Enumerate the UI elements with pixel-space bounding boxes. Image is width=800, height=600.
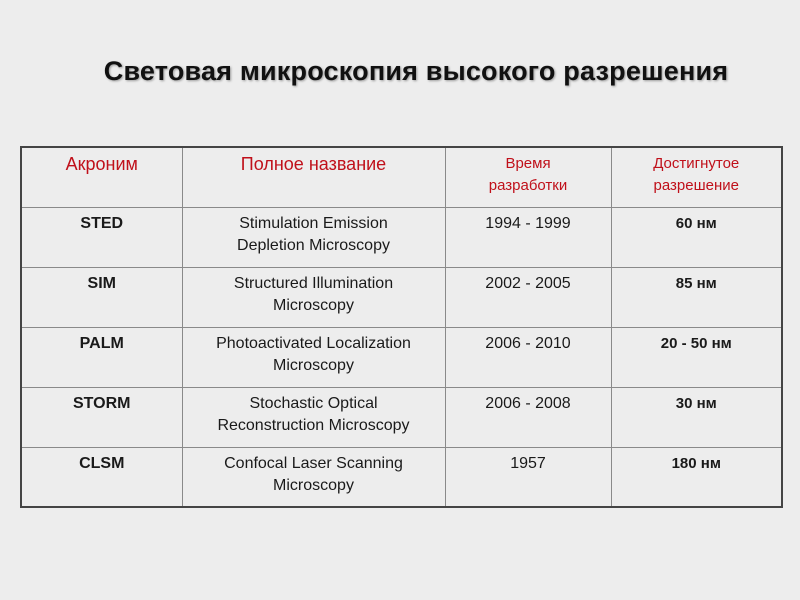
header-development-time (445, 147, 611, 207)
table-row (21, 327, 782, 387)
cell-resolution: 180 нм (611, 447, 782, 507)
cell-acronym: PALM (21, 327, 182, 387)
header-time-line2: разработки (488, 177, 568, 194)
cell-resolution: 60 нм (611, 207, 782, 267)
cell-full-name (182, 207, 445, 267)
table-row (21, 207, 782, 267)
cell-full-name (182, 267, 445, 327)
cell-acronym: STED (21, 207, 182, 267)
cell-full-name (182, 447, 445, 507)
name-line2: Microscopy (273, 476, 354, 494)
cell-full-name (182, 387, 445, 447)
name-line2: Reconstruction Microscopy (217, 416, 410, 434)
cell-years: 2006 - 2010 (445, 327, 611, 387)
cell-acronym: CLSM (21, 447, 182, 507)
header-full-name: Полное название (182, 147, 445, 207)
microscopy-table (20, 146, 783, 508)
name-line1: Photoactivated Localization (216, 334, 411, 352)
cell-resolution: 30 нм (611, 387, 782, 447)
cell-acronym: SIM (21, 267, 182, 327)
cell-years: 2006 - 2008 (445, 387, 611, 447)
name-line1: Stochastic Optical (249, 394, 378, 412)
cell-resolution: 85 нм (611, 267, 782, 327)
name-line2: Microscopy (273, 296, 354, 314)
header-resolution (611, 147, 782, 207)
cell-acronym: STORM (21, 387, 182, 447)
cell-years: 1994 - 1999 (445, 207, 611, 267)
cell-years: 1957 (445, 447, 611, 507)
header-resolution-line2: разрешение (653, 177, 739, 194)
table-row (21, 447, 782, 507)
table-header-row (21, 147, 782, 207)
name-line1: Stimulation Emission (239, 214, 388, 232)
name-line2: Depletion Microscopy (237, 236, 390, 254)
cell-resolution: 20 - 50 нм (611, 327, 782, 387)
table-row (21, 267, 782, 327)
cell-full-name (182, 327, 445, 387)
header-time-line1: Время (505, 155, 551, 172)
name-line1: Structured Illumination (233, 274, 394, 292)
slide-title: Световая микроскопия высокого разрешения (103, 56, 729, 86)
header-acronym: Акроним (21, 147, 182, 207)
name-line1: Confocal Laser Scanning (224, 454, 403, 472)
name-line2: Microscopy (273, 356, 354, 374)
header-resolution-line1: Достигнутое (653, 155, 740, 172)
cell-years: 2002 - 2005 (445, 267, 611, 327)
table-row (21, 387, 782, 447)
